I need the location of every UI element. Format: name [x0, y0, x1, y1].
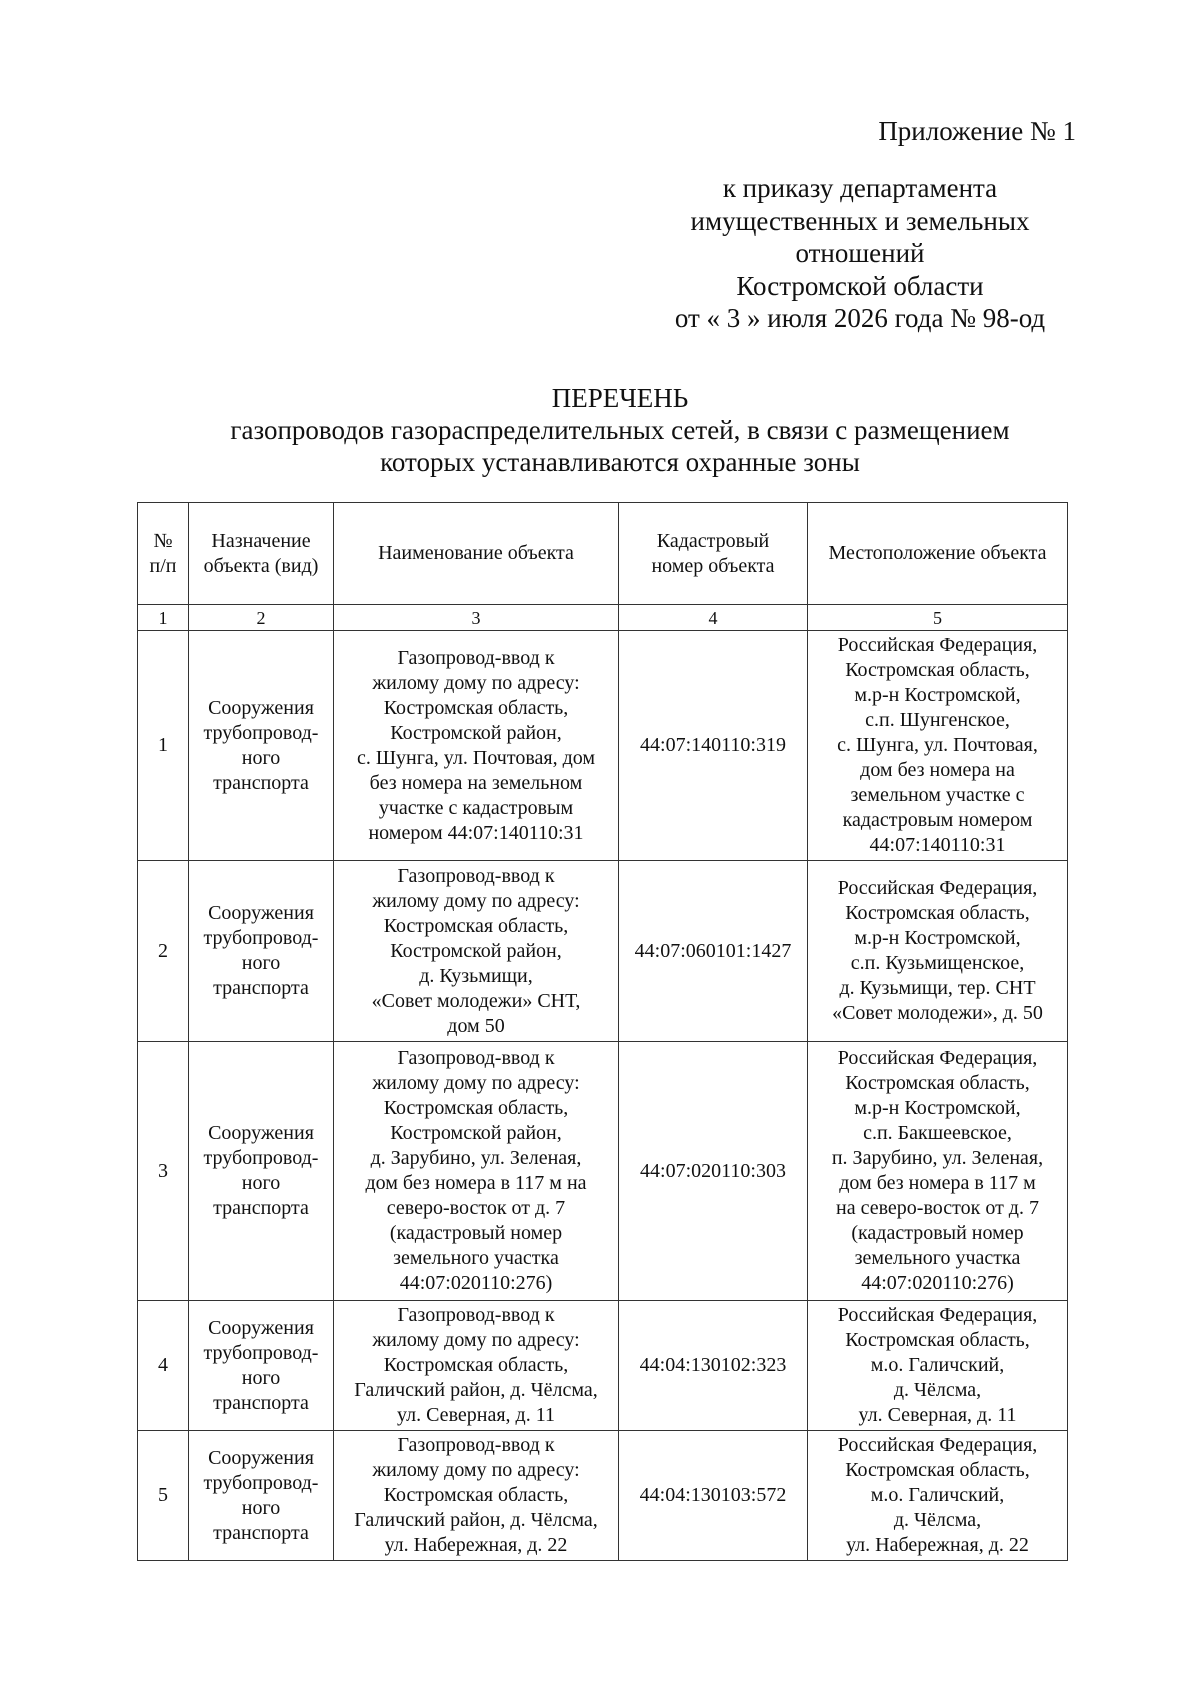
header-cadastral	[619, 503, 808, 605]
header-purpose-line: объекта (вид)	[203, 554, 319, 577]
object-name-line: Костромской район,	[390, 1122, 562, 1144]
object-name	[334, 1301, 619, 1431]
object-location-line: п. Зарубино, ул. Зеленая,	[831, 1147, 1044, 1169]
object-name-line: Костромской район,	[390, 939, 562, 962]
column-number: 4	[619, 605, 808, 631]
object-name-line: (кадастровый номер	[389, 1222, 563, 1244]
object-location-line: м.о. Галичский,	[870, 1354, 1005, 1376]
object-purpose-line: Сооружения	[208, 1446, 314, 1469]
object-location-line: Российская Федерация,	[837, 1047, 1038, 1069]
table-header-row	[138, 503, 1068, 605]
row-number: 2	[138, 861, 189, 1042]
object-purpose-line: ного	[241, 746, 281, 769]
row-number: 3	[138, 1042, 189, 1301]
object-location-line: Костромская область,	[845, 1459, 1030, 1481]
object-name	[334, 631, 619, 861]
object-location-line: д. Кузьмищи, тер. СНТ	[839, 977, 1036, 999]
object-purpose-line: ного	[241, 952, 281, 974]
object-name-line: дом без номера в 117 м на	[365, 1172, 587, 1194]
object-name-line: Костромской район,	[390, 721, 562, 744]
object-name-line: Галичский район, д. Чёлсма,	[354, 1379, 598, 1401]
order-reference	[600, 172, 1120, 335]
column-number: 3	[334, 605, 619, 631]
object-name-line: без номера на земельном	[369, 771, 583, 794]
cadastral-number: 44:04:130102:323	[619, 1301, 808, 1431]
subtitle-line: газопроводов газораспределительных сетей, в связи с размещением	[230, 415, 1010, 445]
object-name-line: Газопровод-ввод к	[397, 1434, 555, 1456]
table-row	[138, 1042, 1068, 1301]
object-name-line: д. Зарубино, ул. Зеленая,	[370, 1147, 582, 1169]
gas-pipeline-table	[137, 502, 1068, 1561]
table-row	[138, 861, 1068, 1042]
order-ref-line: от « 3 » июля 2026 года № 98-од	[674, 303, 1046, 333]
object-location-line: Костромская область,	[845, 902, 1030, 924]
object-location-line: м.р-н Костромской,	[854, 1097, 1021, 1119]
object-location-line: с.п. Бакшеевское,	[863, 1122, 1012, 1144]
header-cadastral-line: Кадастровый	[656, 529, 770, 552]
column-number: 1	[138, 605, 189, 631]
header-num-line: п/п	[149, 554, 177, 577]
object-name	[334, 861, 619, 1042]
row-number: 5	[138, 1431, 189, 1561]
object-location-line: земельном участке с	[850, 784, 1025, 806]
order-ref-line: к приказу департамента	[722, 173, 998, 203]
object-name-line: Газопровод-ввод к	[397, 864, 555, 887]
object-purpose-line: трубопровод-	[203, 1341, 319, 1364]
object-name-line: Газопровод-ввод к	[397, 1304, 555, 1326]
object-location-line: 44:07:140110:31	[869, 834, 1006, 856]
object-name-line: 44:07:020110:276)	[399, 1272, 553, 1294]
object-location	[808, 1431, 1068, 1561]
object-location-line: с. Шунга, ул. Почтовая,	[837, 734, 1038, 756]
object-name-line: Костромская область,	[383, 914, 569, 937]
object-location-line: дом без номера в 117 м	[839, 1172, 1036, 1194]
cadastral-number: 44:04:130103:572	[619, 1431, 808, 1561]
object-name-line: дом 50	[447, 1014, 505, 1037]
object-name-line: жилому дому по адресу:	[372, 1329, 580, 1351]
object-purpose-line: Сооружения	[208, 696, 314, 719]
object-name-line: ул. Северная, д. 11	[397, 1404, 555, 1426]
object-name-line: номером 44:07:140110:31	[368, 821, 584, 844]
object-location-line: м.р-н Костромской,	[854, 684, 1021, 706]
object-purpose-line: Сооружения	[208, 1122, 314, 1144]
object-name-line: Костромская область,	[383, 696, 569, 719]
object-name	[334, 1042, 619, 1301]
object-location-line: д. Чёлсма,	[893, 1509, 982, 1531]
object-name-line: Костромская область,	[383, 1097, 569, 1119]
object-location-line: м.р-н Костромской,	[854, 927, 1021, 949]
object-purpose-line: транспорта	[213, 977, 309, 999]
object-location-line: Российская Федерация,	[837, 1304, 1038, 1326]
object-location-line: Российская Федерация,	[837, 634, 1038, 656]
object-name-line: с. Шунга, ул. Почтовая, дом	[356, 746, 596, 769]
object-purpose-line: Сооружения	[208, 1316, 314, 1339]
row-number: 4	[138, 1301, 189, 1431]
object-name-line: Костромская область,	[383, 1354, 569, 1376]
object-location-line: земельного участка	[854, 1247, 1021, 1269]
object-name-line: д. Кузьмищи,	[419, 964, 533, 987]
column-number-row	[138, 605, 1068, 631]
row-number: 1	[138, 631, 189, 861]
object-name	[334, 1431, 619, 1561]
object-name-line: Костромская область,	[383, 1484, 569, 1506]
object-name-line: участке с кадастровым	[378, 796, 574, 819]
object-location-line: Костромская область,	[845, 659, 1030, 681]
object-location-line: Российская Федерация,	[837, 1434, 1038, 1456]
table-row	[138, 631, 1068, 861]
appendix-label: Приложение № 1	[878, 116, 1076, 146]
object-purpose-line: ного	[241, 1172, 281, 1194]
table-row	[138, 1301, 1068, 1431]
object-purpose	[189, 1301, 334, 1431]
object-purpose-line: транспорта	[213, 1521, 309, 1544]
object-location-line: Костромская область,	[845, 1329, 1030, 1351]
object-purpose-line: трубопровод-	[203, 1471, 319, 1494]
object-name-line: Газопровод-ввод к	[397, 646, 555, 669]
document-title: ПЕРЕЧЕНЬ	[551, 383, 689, 413]
object-location	[808, 631, 1068, 861]
object-location-line: ул. Набережная, д. 22	[846, 1534, 1029, 1556]
object-location-line: дом без номера на	[860, 759, 1015, 781]
object-location-line: д. Чёлсма,	[893, 1379, 982, 1401]
header-purpose	[189, 503, 334, 605]
order-ref-line: отношений	[795, 238, 925, 268]
object-purpose-line: транспорта	[213, 1197, 309, 1219]
object-purpose-line: Сооружения	[208, 902, 314, 924]
column-number: 2	[189, 605, 334, 631]
object-location	[808, 1042, 1068, 1301]
header-name: Наименование объекта	[334, 503, 619, 605]
object-name-line: Газопровод-ввод к	[397, 1047, 555, 1069]
object-purpose-line: ного	[241, 1366, 281, 1389]
object-name-line: жилому дому по адресу:	[372, 671, 580, 694]
object-location-line: м.о. Галичский,	[870, 1484, 1005, 1506]
object-purpose-line: ного	[241, 1496, 281, 1519]
object-name-line: Галичский район, д. Чёлсма,	[354, 1509, 598, 1531]
object-location	[808, 861, 1068, 1042]
cadastral-number: 44:07:140110:319	[619, 631, 808, 861]
object-name-line: жилому дому по адресу:	[372, 1072, 580, 1094]
object-location	[808, 1301, 1068, 1431]
header-num-line: №	[153, 529, 173, 552]
object-location-line: с.п. Шунгенское,	[865, 709, 1010, 731]
object-name-line: жилому дому по адресу:	[372, 1459, 580, 1481]
header-num	[138, 503, 189, 605]
object-location-line: на северо-восток от д. 7	[836, 1197, 1039, 1219]
object-purpose	[189, 861, 334, 1042]
object-name-line: ул. Набережная, д. 22	[384, 1534, 568, 1556]
object-location-line: «Совет молодежи», д. 50	[832, 1002, 1043, 1024]
object-purpose-line: трубопровод-	[203, 721, 319, 744]
object-purpose	[189, 631, 334, 861]
object-name-line: «Совет молодежи» СНТ,	[371, 989, 581, 1012]
object-purpose	[189, 1042, 334, 1301]
object-purpose-line: транспорта	[213, 1391, 309, 1414]
document-subtitle	[0, 414, 1200, 478]
object-purpose	[189, 1431, 334, 1561]
header-location: Местоположение объекта	[808, 503, 1068, 605]
object-location-line: 44:07:020110:276)	[861, 1272, 1014, 1294]
column-number: 5	[808, 605, 1068, 631]
object-name-line: северо-восток от д. 7	[386, 1197, 566, 1219]
object-location-line: ул. Северная, д. 11	[858, 1404, 1017, 1426]
object-location-line: (кадастровый номер	[851, 1222, 1024, 1244]
object-purpose-line: транспорта	[213, 771, 309, 794]
object-name-line: жилому дому по адресу:	[372, 889, 580, 912]
object-name-line: земельного участка	[393, 1247, 559, 1269]
object-location-line: кадастровым номером	[842, 809, 1033, 831]
table-row	[138, 1431, 1068, 1561]
order-ref-line: Костромской области	[736, 270, 984, 301]
object-location-line: Костромская область,	[845, 1072, 1030, 1094]
object-location-line: с.п. Кузьмищенское,	[850, 952, 1025, 974]
cadastral-number: 44:07:020110:303	[619, 1042, 808, 1301]
order-ref-line: имущественных и земельных	[690, 205, 1030, 236]
header-cadastral-line: номер объекта	[651, 554, 775, 577]
object-purpose-line: трубопровод-	[203, 927, 319, 949]
subtitle-line: которых устанавливаются охранные зоны	[380, 447, 860, 477]
object-purpose-line: трубопровод-	[203, 1147, 319, 1169]
header-purpose-line: Назначение	[211, 529, 311, 552]
object-location-line: Российская Федерация,	[837, 877, 1038, 899]
cadastral-number: 44:07:060101:1427	[619, 861, 808, 1042]
